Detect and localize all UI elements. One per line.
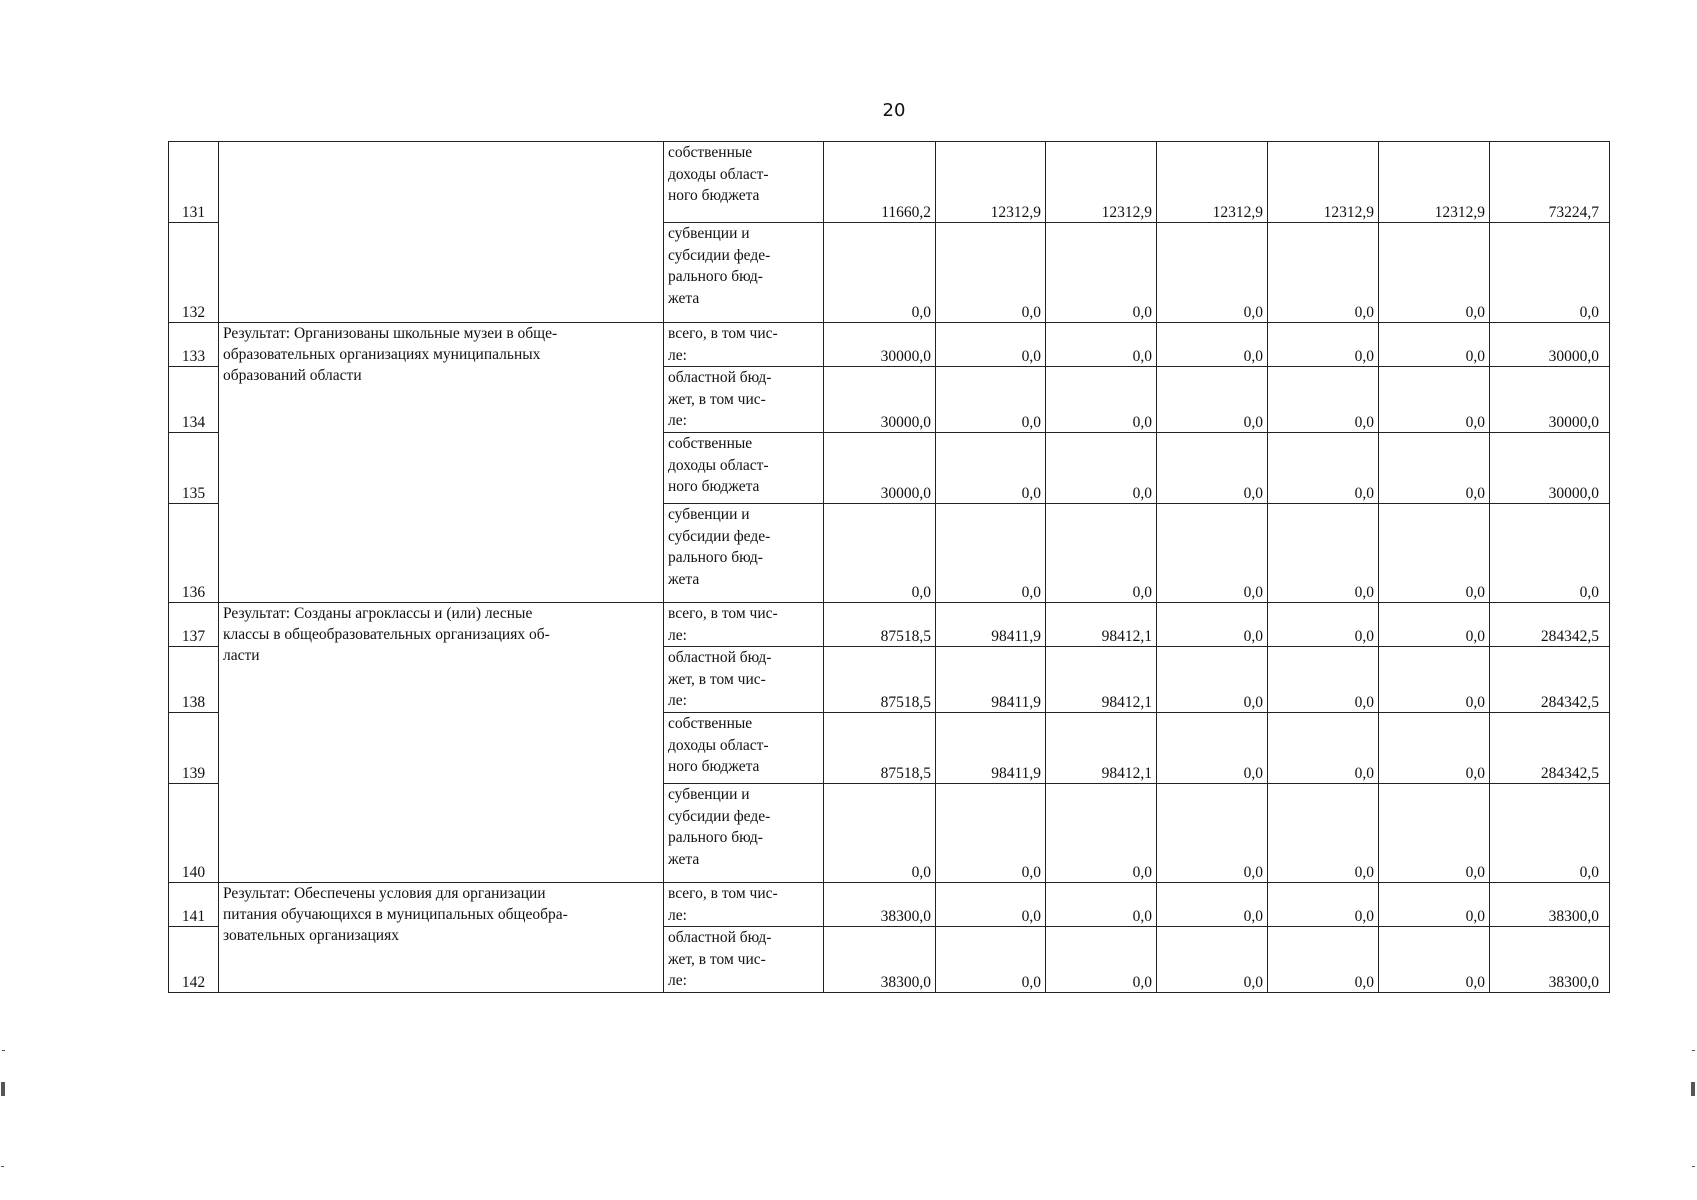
value-cell: 0,0 <box>1157 603 1268 647</box>
funding-category-line: всего, в том чис- <box>668 325 778 342</box>
row-number: 132 <box>169 223 219 323</box>
scan-mark <box>1692 1166 1695 1167</box>
funding-category-line: ле: <box>668 626 687 644</box>
result-description-empty <box>219 142 664 323</box>
value-cell: 0,0 <box>936 927 1046 993</box>
result-description-line: Результат: Организованы школьные музеи в обще- <box>223 325 558 342</box>
funding-category-line: рального бюд- <box>668 268 763 285</box>
funding-category <box>664 323 824 367</box>
value-cell: 0,0 <box>1046 504 1157 603</box>
row-number: 136 <box>169 504 219 603</box>
value-cell: 0,0 <box>1268 504 1379 603</box>
value-cell: 87518,5 <box>824 713 936 784</box>
value-total: 30000,0 <box>1490 367 1610 433</box>
result-description <box>219 883 664 993</box>
funding-category-line: жет, в том чис- <box>668 950 766 968</box>
value-cell: 0,0 <box>936 504 1046 603</box>
funding-category-line: областной бюд- <box>668 369 772 386</box>
result-description-line: классы в общеобразовательных организациях об- <box>223 626 550 643</box>
value-cell: 0,0 <box>936 223 1046 323</box>
value-cell: 0,0 <box>824 223 936 323</box>
budget-table-body <box>169 142 1610 993</box>
value-cell: 0,0 <box>1379 323 1490 367</box>
value-total: 284342,5 <box>1490 647 1610 713</box>
value-cell: 0,0 <box>936 784 1046 883</box>
value-total: 38300,0 <box>1490 883 1610 927</box>
funding-category <box>664 927 824 993</box>
funding-category-line: областной бюд- <box>668 929 772 946</box>
funding-category <box>664 504 824 603</box>
result-description-line: зовательных организациях <box>223 927 399 944</box>
funding-category <box>664 142 824 223</box>
funding-category <box>664 647 824 713</box>
table-row <box>169 603 1610 647</box>
result-description <box>219 603 664 883</box>
funding-category <box>664 603 824 647</box>
funding-category-line: доходы област- <box>668 165 769 183</box>
value-cell: 98412,1 <box>1046 603 1157 647</box>
value-cell: 0,0 <box>1268 927 1379 993</box>
value-cell: 0,0 <box>1157 927 1268 993</box>
value-cell: 0,0 <box>1157 323 1268 367</box>
value-total: 284342,5 <box>1490 713 1610 784</box>
result-description <box>219 323 664 603</box>
funding-category-line: рального бюд- <box>668 549 763 566</box>
value-cell: 11660,2 <box>824 142 936 223</box>
funding-category-line: жета <box>668 850 700 868</box>
budget-table <box>168 141 1610 993</box>
row-number: 140 <box>169 784 219 883</box>
funding-category-line: доходы област- <box>668 456 769 474</box>
value-cell: 0,0 <box>1157 713 1268 784</box>
value-cell: 0,0 <box>1268 323 1379 367</box>
result-description-line: Результат: Обеспечены условия для организации <box>223 885 546 902</box>
funding-category-line: собственные <box>668 144 753 161</box>
value-cell: 0,0 <box>1268 647 1379 713</box>
value-cell: 0,0 <box>936 433 1046 504</box>
funding-category-line: ле: <box>668 906 687 924</box>
scan-mark <box>1692 1050 1695 1051</box>
funding-category-line: областной бюд- <box>668 649 772 666</box>
value-cell: 0,0 <box>1046 323 1157 367</box>
funding-category-line: субсидии феде- <box>668 246 771 264</box>
funding-category-line: доходы област- <box>668 736 769 754</box>
value-cell: 0,0 <box>1157 883 1268 927</box>
value-cell: 12312,9 <box>1046 142 1157 223</box>
table-row <box>169 142 1610 223</box>
funding-category-line: жет, в том чис- <box>668 390 766 408</box>
value-total: 0,0 <box>1490 223 1610 323</box>
value-cell: 12312,9 <box>1157 142 1268 223</box>
value-cell: 0,0 <box>936 883 1046 927</box>
value-total: 30000,0 <box>1490 323 1610 367</box>
page-number: 20 <box>882 100 906 121</box>
value-cell: 0,0 <box>1157 367 1268 433</box>
funding-category-line: ного бюджета <box>668 478 760 495</box>
funding-category-line: собственные <box>668 715 753 732</box>
row-number: 139 <box>169 713 219 784</box>
value-cell: 0,0 <box>1379 647 1490 713</box>
value-cell: 0,0 <box>1379 603 1490 647</box>
value-cell: 0,0 <box>1379 433 1490 504</box>
value-cell: 0,0 <box>1268 603 1379 647</box>
value-cell: 0,0 <box>1268 713 1379 784</box>
funding-category <box>664 367 824 433</box>
value-cell: 30000,0 <box>824 433 936 504</box>
row-number: 138 <box>169 647 219 713</box>
value-cell: 0,0 <box>1379 784 1490 883</box>
row-number: 137 <box>169 603 219 647</box>
funding-category <box>664 784 824 883</box>
value-cell: 0,0 <box>1046 927 1157 993</box>
funding-category-line: субвенции и <box>668 506 750 523</box>
row-number: 134 <box>169 367 219 433</box>
value-cell: 0,0 <box>1157 433 1268 504</box>
value-cell: 38300,0 <box>824 883 936 927</box>
funding-category-line: жет, в том чис- <box>668 670 766 688</box>
value-cell: 38300,0 <box>824 927 936 993</box>
funding-category-line: всего, в том чис- <box>668 605 778 622</box>
table-row <box>169 323 1610 367</box>
funding-category-line: рального бюд- <box>668 829 763 846</box>
value-cell: 0,0 <box>1046 784 1157 883</box>
value-cell: 0,0 <box>824 784 936 883</box>
value-cell: 0,0 <box>1268 433 1379 504</box>
value-cell: 87518,5 <box>824 603 936 647</box>
value-cell: 0,0 <box>1379 504 1490 603</box>
row-number: 133 <box>169 323 219 367</box>
value-cell: 98412,1 <box>1046 713 1157 784</box>
value-cell: 12312,9 <box>1268 142 1379 223</box>
funding-category <box>664 433 824 504</box>
funding-category <box>664 223 824 323</box>
scan-mark <box>1 1166 4 1167</box>
value-cell: 0,0 <box>1157 223 1268 323</box>
value-cell: 30000,0 <box>824 367 936 433</box>
value-cell: 0,0 <box>824 504 936 603</box>
value-cell: 98411,9 <box>936 647 1046 713</box>
funding-category-line: ле: <box>668 412 687 429</box>
funding-category-line: ле: <box>668 346 687 364</box>
funding-category-line: субсидии феде- <box>668 807 771 825</box>
row-number: 135 <box>169 433 219 504</box>
row-number: 131 <box>169 142 219 223</box>
value-total: 38300,0 <box>1490 927 1610 993</box>
value-cell: 0,0 <box>1046 433 1157 504</box>
value-cell: 0,0 <box>1268 367 1379 433</box>
value-cell: 98411,9 <box>936 603 1046 647</box>
value-cell: 0,0 <box>1046 367 1157 433</box>
funding-category-line: собственные <box>668 435 753 452</box>
funding-category-line: субвенции и <box>668 225 750 242</box>
scan-mark <box>2 1050 5 1051</box>
funding-category-line: жета <box>668 289 700 307</box>
value-total: 0,0 <box>1490 504 1610 603</box>
value-cell: 0,0 <box>1046 223 1157 323</box>
value-cell: 30000,0 <box>824 323 936 367</box>
value-cell: 0,0 <box>1268 784 1379 883</box>
result-description-line: ласти <box>223 647 260 664</box>
value-cell: 0,0 <box>1268 883 1379 927</box>
result-description-line: питания обучающихся в муниципальных общеобра- <box>223 906 568 923</box>
funding-category-line: ного бюджета <box>668 187 760 204</box>
value-cell: 0,0 <box>1157 784 1268 883</box>
funding-category-line: ле: <box>668 692 687 709</box>
value-cell: 0,0 <box>1157 504 1268 603</box>
value-cell: 0,0 <box>1268 223 1379 323</box>
value-total: 73224,7 <box>1490 142 1610 223</box>
value-total: 30000,0 <box>1490 433 1610 504</box>
row-number: 142 <box>169 927 219 993</box>
scan-mark <box>1691 1082 1695 1096</box>
funding-category-line: жета <box>668 570 700 588</box>
funding-category <box>664 883 824 927</box>
value-cell: 0,0 <box>1379 367 1490 433</box>
value-cell: 0,0 <box>1379 713 1490 784</box>
funding-category-line: субвенции и <box>668 786 750 803</box>
value-cell: 0,0 <box>936 367 1046 433</box>
value-cell: 0,0 <box>1046 883 1157 927</box>
value-total: 0,0 <box>1490 784 1610 883</box>
result-description-line: образований области <box>223 367 362 384</box>
row-number: 141 <box>169 883 219 927</box>
value-cell: 0,0 <box>936 323 1046 367</box>
funding-category-line: всего, в том чис- <box>668 885 778 902</box>
value-cell: 0,0 <box>1379 927 1490 993</box>
value-cell: 98411,9 <box>936 713 1046 784</box>
funding-category <box>664 713 824 784</box>
value-cell: 0,0 <box>1379 883 1490 927</box>
table-row <box>169 883 1610 927</box>
value-cell: 12312,9 <box>936 142 1046 223</box>
value-cell: 12312,9 <box>1379 142 1490 223</box>
value-cell: 98412,1 <box>1046 647 1157 713</box>
result-description-line: Результат: Созданы агроклассы и (или) лесные <box>223 605 533 622</box>
value-cell: 87518,5 <box>824 647 936 713</box>
value-cell: 0,0 <box>1157 647 1268 713</box>
funding-category-line: ного бюджета <box>668 758 760 775</box>
value-total: 284342,5 <box>1490 603 1610 647</box>
funding-category-line: ле: <box>668 972 687 989</box>
result-description-line: образовательных организациях муниципальных <box>223 346 541 363</box>
scan-mark <box>1 1082 5 1096</box>
value-cell: 0,0 <box>1379 223 1490 323</box>
funding-category-line: субсидии феде- <box>668 527 771 545</box>
